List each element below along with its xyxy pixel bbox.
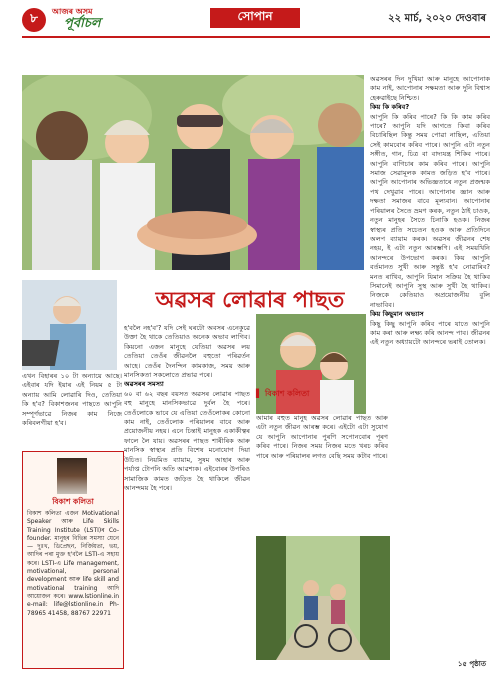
author-photo (57, 458, 87, 494)
column-1-text: এখন বিহাৰৰ ১০ টা অন্যায়ে আছে। এইবাৰ যদি ইয়াৰ এই নিয়ম ৫ টা অন্যায় আমি লোৱাৰি দিও, তেতিয়া কি হ'ব? বিকাশজনৰ পাছতে আপুনি সম্পূৰ্ণভাৱে নিজৰ কাম নিজে কৰিবলগীয়া হ'ব। (22, 372, 122, 428)
header-rule (22, 36, 490, 38)
column-2-body: ৬০ বা ৬২ বছৰ বয়সত অৱসৰ লোৱাৰ পাছত বহু মানুহে মানসিকভাৱে দুৰ্বল হৈ পৰে। তেওঁলোকে ভাবে যে এতিয়া তেওঁলোকৰ কোনো কাম নাই, তেওঁলোক পৰিয়ালৰ বাবে আৰু প্ৰয়োজনীয় নহয়। এনে চিন্তাই মানুহক একাকীত্বৰ ফালে লৈ যায়। অৱসৰৰ পাছত শাৰীৰিক আৰু মানসিক স্বাস্থ্যৰ প্ৰতি বিশেষ মনোযোগ দিয়া উচিত। নিয়মিত ব্যায়াম, সুষম আহাৰ আৰু পৰ্যাপ্ত টোপনি অতি আৱশ্যক। এইবোৰৰ উপৰিও সামাজিক কামত জড়িত হৈ থাকিলে জীৱন আনন্দময় হৈ পৰে। (124, 389, 250, 492)
column-3-text: আমাৰ বহুত মানুহ অৱসৰ লোৱাৰ পাছত আৰু এটা নতুন জীৱন আৰম্ভ কৰে। এইটো এটা সুযোগ যে আপুনি আপোনাৰ পুৰণি সপোনবোৰ পূৰণ কৰিব পাৰে। নিজৰ সময় নিজৰ মতে খৰচ কৰিব পাৰে আৰু পৰিয়ালৰ লগত বেছি সময় কটাব পাৰে। (256, 414, 388, 460)
section-tab: সোপান (210, 8, 300, 28)
byline-text: বিকাশ কলিতা (264, 389, 310, 398)
column-4-heading: কিয় কি কৰিব? (370, 103, 410, 112)
author-name: বিকাশ কলিতা (52, 497, 94, 506)
column-2-intro: হ'বলৈ নহ'ব'? যদি সেই ঘৰটো অবসৰ এনেকুৱে উক্তা হৈ থাকে তেতিয়াও অনেক অভাব লাগিব। কিয়নো এজন মানুহে যেতিয়া অৱসৰ লয় তেতিয়া তেওঁৰ জীৱনলৈ বহুতো পৰিৱৰ্তন আহে। তেওঁৰ দৈনন্দিন কামকাজ, সময় আৰু মানসিকতা সকলোতে প্ৰভাৱ পৰে। (124, 324, 250, 380)
laptop-woman-photo (22, 280, 117, 370)
article-title: অৱসৰ লোৱাৰ পাছত (155, 287, 345, 313)
column-2-heading: অৱসৰৰ সমস্যা (124, 380, 164, 389)
article-byline: ▌ বিকাশ কলিতা (256, 389, 310, 398)
column-4-body-2: কিছু কিছু আপুনি কৰিব পাৰে যাতে আপুনি কাম কৰা আৰু লক্ষ্য কৰি আনন্দ পাব। জীৱনৰ এই নতুন অধ্যায়টো আনন্দৰে ভৰাই তোলক। (370, 319, 490, 347)
issue-date: ২২ মাৰ্চ, ২০২০ দেওবাৰ (388, 13, 486, 24)
column-4-intro: অৱসৰৰ দিন দুখিয়া আৰু মানুহে আপোনাক কাম নাই, আপোনাৰ সক্ষমতা আৰু দুনি বিশ্বাস হেৰুৱাইছে নিশ্চিত। (370, 75, 490, 102)
continued-note: ১৫ পৃষ্ঠাত (457, 660, 486, 668)
hero-photo-art (22, 75, 364, 270)
laptop-woman-art (22, 280, 117, 370)
column-4 (370, 75, 490, 665)
column-4-heading-2: কিয় কিছুমান অভ্যাস (370, 310, 424, 319)
author-bio: বিকাশ কলিতা এজন Motivational Speaker আৰু Life Skills Training Institute (LSTI)ৰ Co-founder. মানুহৰ বিভিন্ন সমস্যা যেনে— দুঃখ, ডিপ্ৰেছন, নিৰ্জিয়তা, ভয়, আদিৰ পৰা মুক্ত হ'বলৈ LSTI-এ সহায় কৰে। LSTI-এ Life management, motivational, personal development আৰু life skill and motivational training আদি আয়োজন কৰে। www.lstionline.in e-mail: life@lstionline.in Ph- 78965 41458, 88767 22971 (27, 510, 119, 617)
paper-tagline: আজৰ অসম (52, 7, 93, 16)
column-2 (124, 324, 250, 668)
page-header (0, 0, 500, 36)
hero-photo (22, 75, 364, 270)
author-box (22, 451, 124, 669)
column-4-body: আপুনি কি কৰিব পাৰে? কি কি কাম কৰিব পাৰে? আপুনি যদি আগতে কিবা কৰিব বিচাৰিছিল কিন্তু সময় পোৱা নাছিল, এতিয়া সেই কামবোৰ কৰিব পাৰে। আপুনি এটা নতুন সঙ্গীত, গান, চিত্ৰ বা বাদ্যযন্ত্ৰ শিকিব পাৰে। আপুনি বাগিচাৰ কাম কৰিব পাৰে। আপুনি সমাজ সেৱামূলক কামত জড়িত হ'ব পাৰে। আপুনি আপোনাৰ অভিজ্ঞতাৰে নতুন প্ৰজন্মক পথ দেখুৱাব পাৰে। আপোনাৰ জ্ঞান আৰু দক্ষতা সমাজৰ বাবে মূল্যবান। আপোনাৰ পৰিয়ালৰ সৈতে ভ্ৰমণ কৰক, নতুন ঠাই চাওক, নতুন মানুহৰ সৈতে চিনাকি হওক। নিজৰ স্বাস্থ্যৰ প্ৰতি সচেতন হওক আৰু প্ৰতিদিনে অলপ ব্যায়াম কৰক। অৱসৰ জীৱনৰ শেষ নহয়, ই এটা নতুন আৰম্ভণি। এই সময়খিনি আনন্দৰে উপভোগ কৰক। কিয় আপুনি বৰ্তমানত সুখী আৰু সন্তুষ্ট হ'ব নোৱাৰিব? মনত ৰাখিব, আপুনি যিমান সক্ৰিয় হৈ থাকিব সিমানেই আপুনি সুস্থ আৰু সুখী হৈ থাকিব। নিজকে কেতিয়াও অপ্ৰয়োজনীয় বুলি নাভাবিব। (370, 112, 490, 309)
page-number: ৮ (22, 8, 46, 32)
paper-name: পূৰ্বাচল (64, 16, 101, 31)
